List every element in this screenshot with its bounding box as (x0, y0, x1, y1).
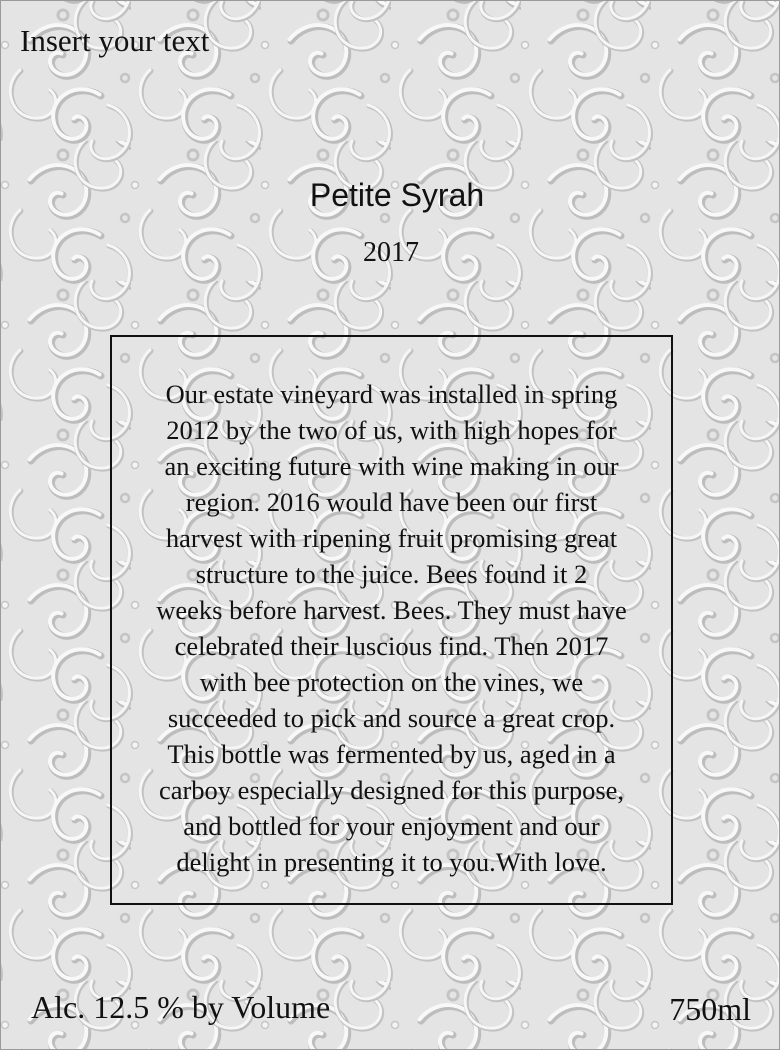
story-frame (110, 335, 673, 905)
wine-name: Petite Syrah (309, 177, 485, 213)
alcohol-content: Alc. 12.5 % by Volume (31, 989, 331, 1025)
bottle-volume: 750ml (669, 991, 751, 1027)
vintage-year: 2017 (363, 237, 419, 268)
story-text: Our estate vineyard was installed in spring 2012 by the two of us, with high hopes for an exciting future with wine making in our region. 2016 would have been our first harvest with ripening fruit promising great structure to the juice. Bees found it 2 weeks before harvest. Bees. They must have celebrated their luscious find. Then 2017 with bee protection on the vines, we succeeded to pick and source a great crop. This bottle was fermented by us, aged in a carboy especially designed for this purpose, and bottled for your enjoyment and our delight in presenting it to you.With love. (156, 379, 627, 877)
top-text: Insert your text (20, 23, 210, 58)
